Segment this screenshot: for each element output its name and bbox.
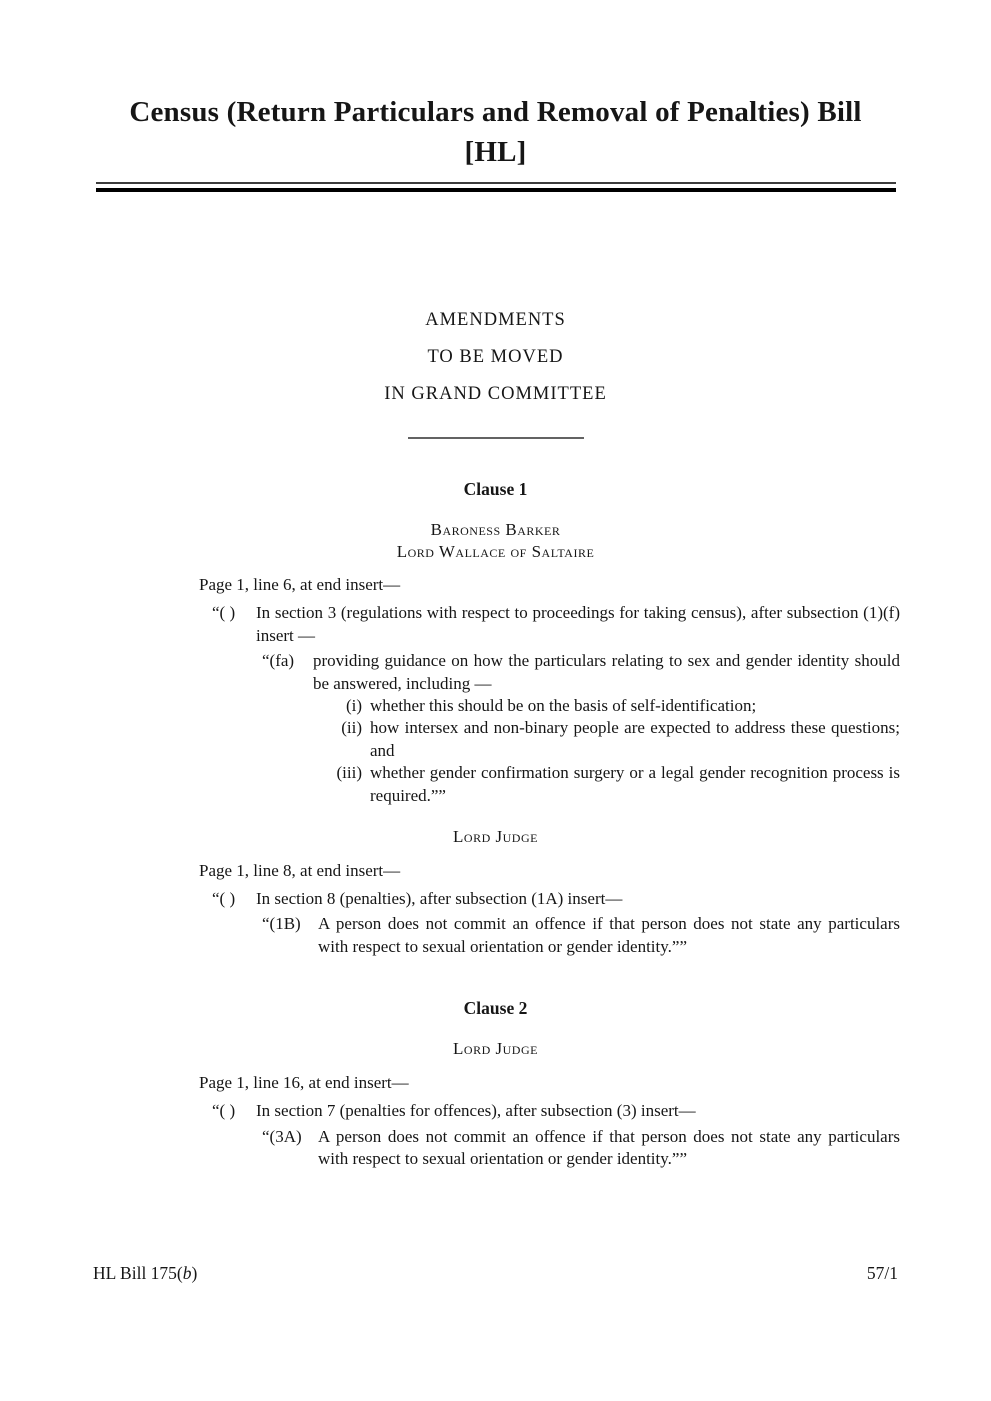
sponsor-name: Lord Judge [453, 827, 538, 847]
sponsor-list [0, 519, 991, 562]
paragraph-label: “(3A) [262, 1126, 302, 1146]
paragraph-text: providing guidance on how the particulars relating to sex and gender identity should be answered, including — [313, 651, 900, 693]
clause-2-heading: Clause 2 [463, 998, 528, 1019]
amendment-paragraph [325, 762, 900, 807]
paragraph-text: In section 3 (regulations with respect to proceedings for taking census), after subsection (1)(f) insert — [256, 603, 900, 645]
amendment-lead: Page 1, line 16, at end insert— [199, 1072, 409, 1092]
paragraph-label: (iii) [336, 763, 362, 783]
bill-title-block [0, 0, 991, 192]
heading-in-grand-committee: IN GRAND COMMITTEE [384, 384, 607, 404]
paragraph-label: “(1B) [262, 914, 301, 934]
paragraph-label: “( ) [212, 888, 236, 908]
paragraph-text: whether gender confirmation surgery or a legal gender recognition process is required.”” [370, 763, 900, 805]
bill-reference-letter: b [182, 1263, 192, 1283]
bill-reference [93, 1263, 197, 1284]
amendments-heading [0, 302, 991, 413]
bill-title-suffix: [HL] [464, 136, 527, 168]
sponsor-list [0, 826, 991, 848]
paragraph-label: “(fa) [262, 651, 295, 671]
section-divider [408, 437, 584, 439]
heading-to-be-moved: TO BE MOVED [427, 347, 564, 367]
amendment-paragraph [212, 1100, 900, 1122]
paragraph-text: A person does not commit an offence if that person does not state any particulars with respect to sexual orientation or gender identity.”” [318, 914, 900, 956]
paragraph-label: (i) [345, 696, 362, 716]
amendment-paragraph [262, 1126, 900, 1171]
clause-1-heading: Clause 1 [463, 479, 528, 499]
bill-title [0, 92, 991, 172]
amendment-lead: Page 1, line 6, at end insert— [199, 575, 401, 594]
paragraph-label: (ii) [341, 718, 362, 738]
amendment-paragraph [212, 602, 900, 647]
amendment-paragraph [212, 888, 900, 910]
paragraph-text: whether this should be on the basis of self-identification; [370, 696, 757, 716]
heading-amendments: AMENDMENTS [425, 310, 566, 330]
paragraph-text: A person does not commit an offence if that person does not state any particulars with respect to sexual orientation or gender identity.”” [318, 1126, 900, 1168]
paragraph-text: In section 7 (penalties for offences), after subsection (3) insert— [256, 1101, 696, 1121]
paragraph-label: “( ) [212, 603, 236, 623]
paragraph-text: In section 8 (penalties), after subsection (1A) insert— [256, 888, 623, 908]
bill-reference-suffix: ) [191, 1263, 198, 1283]
amendment-paragraph [325, 695, 900, 717]
bill-title-text: Census (Return Particulars and Removal of Penalties) Bill [129, 96, 862, 128]
bill-reference-prefix: HL Bill 175( [93, 1263, 183, 1283]
amendment-paragraph [325, 717, 900, 762]
paragraph-label: “( ) [212, 1101, 236, 1121]
amendment-lead: Page 1, line 8, at end insert— [199, 860, 401, 880]
amendment-paragraph [262, 913, 900, 958]
sponsor-list [0, 1038, 991, 1060]
sponsor-name: Lord Wallace of Saltaire [396, 541, 595, 561]
sponsor-name: Lord Judge [453, 1039, 538, 1059]
title-rule [96, 182, 896, 192]
sponsor-name: Baroness Barker [430, 520, 561, 539]
amendment-paragraph [262, 650, 900, 695]
sheet-number: 57/1 [866, 1263, 898, 1283]
paragraph-text: how intersex and non-binary people are expected to address these questions; and [370, 718, 900, 760]
page-footer [93, 1263, 898, 1284]
